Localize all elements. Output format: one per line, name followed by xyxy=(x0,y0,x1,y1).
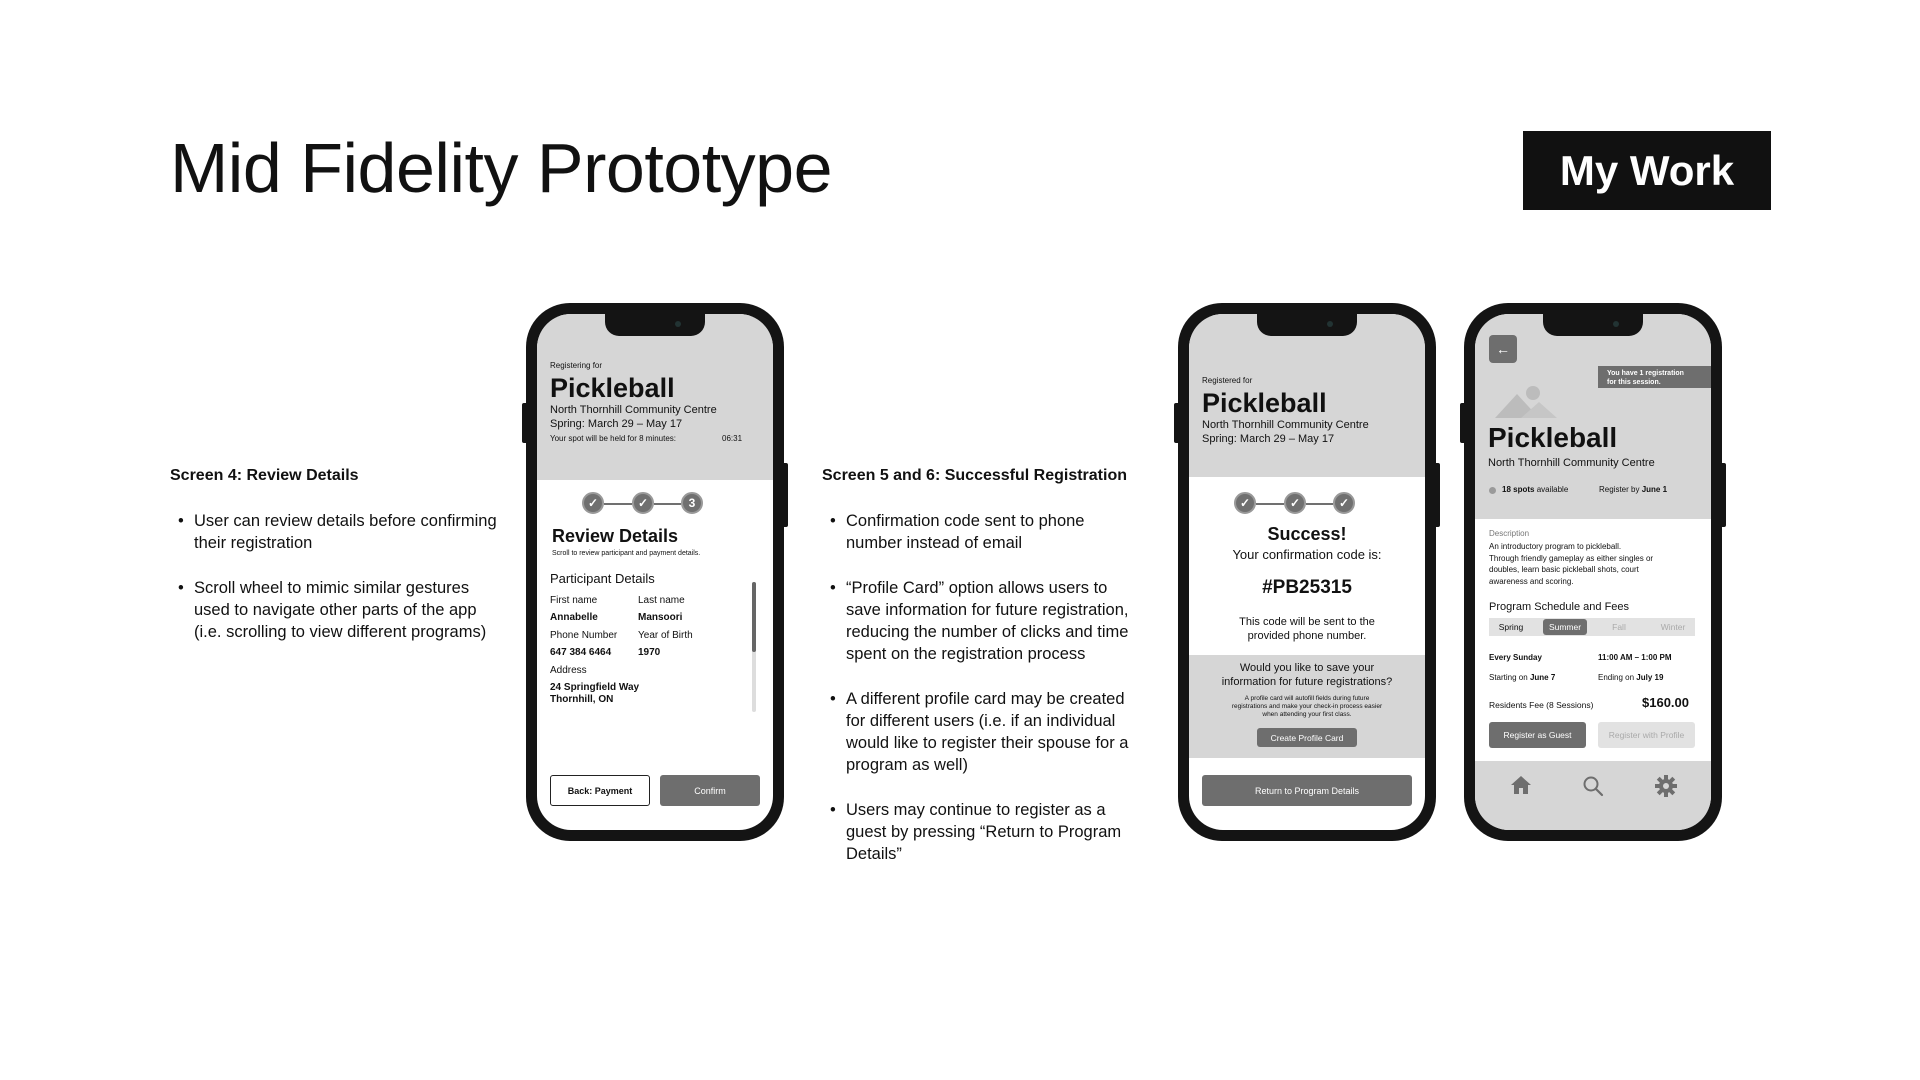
description-line: Through friendly gameplay as either singles or xyxy=(1489,553,1654,563)
scrollbar-track[interactable] xyxy=(752,582,756,712)
register-guest-button[interactable]: Register as Guest xyxy=(1489,722,1586,748)
step-1-check: ✓ xyxy=(582,492,604,514)
section-title: Review Details xyxy=(552,526,679,546)
status-dot-icon xyxy=(1489,487,1496,494)
yob-value: 1970 xyxy=(638,647,661,658)
toast-line: for this session. xyxy=(1607,379,1661,386)
phone-value: 647 384 6464 xyxy=(550,647,612,658)
description-line: doubles, learn basic pickleball shots, court xyxy=(1489,565,1639,574)
save-question-1: Would you like to save your xyxy=(1239,662,1375,674)
spots-rest: available xyxy=(1536,485,1569,494)
back-payment-button[interactable]: Back: Payment xyxy=(550,775,650,806)
spots-available xyxy=(1502,485,1568,494)
screen56-bullets xyxy=(822,510,1142,888)
screen4-heading: Screen 4: Review Details xyxy=(170,467,359,484)
phone-label: Phone Number xyxy=(550,630,618,641)
my-work-badge: My Work xyxy=(1523,131,1771,210)
return-to-program-button[interactable]: Return to Program Details xyxy=(1202,775,1412,806)
bullet: • Users may continue to register as a guest by pressing “Return to Program Details” xyxy=(822,799,1142,865)
register-profile-button[interactable]: Register with Profile xyxy=(1598,722,1695,748)
start-value: June 7 xyxy=(1529,673,1556,682)
schedule-title: Program Schedule and Fees xyxy=(1489,601,1630,613)
address-line1: 24 Springfield Way xyxy=(550,682,640,693)
register-by-date: June 1 xyxy=(1641,485,1668,494)
page-title: Mid Fidelity Prototype xyxy=(170,129,833,207)
location: North Thornhill Community Centre xyxy=(1488,457,1655,469)
end-date xyxy=(1598,673,1663,682)
fee-label: Residents Fee (8 Sessions) xyxy=(1489,700,1594,710)
start-label: Starting on xyxy=(1489,673,1528,682)
phone-notch xyxy=(1543,314,1643,336)
registering-label: Registering for xyxy=(550,361,603,370)
confirmation-code: #PB25315 xyxy=(1262,577,1352,598)
search-icon[interactable] xyxy=(1582,775,1604,797)
bullet: • Scroll wheel to mimic similar gestures used to navigate other parts of the app (i.e. scrolling to view different programs) xyxy=(170,577,500,643)
description-line: awareness and scoring. xyxy=(1489,576,1574,586)
save-profile-panel xyxy=(1189,655,1425,758)
settings-gear-icon[interactable] xyxy=(1655,775,1677,797)
phone-screen xyxy=(1189,314,1425,830)
last-name-value: Mansoori xyxy=(638,612,683,623)
step-3: 3 xyxy=(681,492,703,514)
save-question-2: information for future registrations? xyxy=(1221,676,1393,688)
bullet: • A different profile card may be created for different users (i.e. if an individual would like to register their spouse for a program as well) xyxy=(822,688,1142,776)
participant-title: Participant Details xyxy=(550,571,655,586)
yob-label: Year of Birth xyxy=(638,630,693,641)
save-desc-3: when attending your first class. xyxy=(1262,711,1352,718)
bottom-nav xyxy=(1475,761,1711,830)
phone-review-details xyxy=(526,303,784,841)
program-header xyxy=(1189,314,1425,477)
tab-spring[interactable]: Spring xyxy=(1498,622,1524,632)
section-subtitle: Scroll to review participant and payment details. xyxy=(552,550,701,557)
location: North Thornhill Community Centre xyxy=(550,404,717,416)
save-desc-2: registrations and make your check-in process easier xyxy=(1231,703,1383,710)
registered-label: Registered for xyxy=(1202,376,1253,385)
register-by xyxy=(1599,485,1667,494)
scrollbar-thumb[interactable] xyxy=(752,582,756,652)
registration-toast xyxy=(1598,366,1711,388)
first-name-value: Annabelle xyxy=(550,612,598,623)
step-2-check: ✓ xyxy=(632,492,654,514)
program-header xyxy=(1475,314,1711,519)
register-by-label: Register by xyxy=(1599,485,1640,494)
session-day: Every Sunday xyxy=(1489,653,1542,662)
location: North Thornhill Community Centre xyxy=(1202,419,1369,431)
phone-notch xyxy=(605,314,705,336)
phone-program-details xyxy=(1464,303,1722,841)
step-3-check: ✓ xyxy=(1333,492,1355,514)
spots-count: 18 spots xyxy=(1502,485,1535,494)
phone-success xyxy=(1178,303,1436,841)
phone-screen xyxy=(537,314,773,830)
session-time: 11:00 AM – 1:00 PM xyxy=(1598,653,1672,662)
fee-amount: $160.00 xyxy=(1642,695,1689,710)
toast-line: You have 1 registration xyxy=(1607,370,1684,377)
step-connector xyxy=(1256,503,1284,505)
step-connector xyxy=(654,503,681,505)
step-2-check: ✓ xyxy=(1284,492,1306,514)
dates: Spring: March 29 – May 17 xyxy=(550,418,683,430)
screen4-bullets xyxy=(170,510,500,666)
confirm-button[interactable]: Confirm xyxy=(660,775,760,806)
season-tabs xyxy=(1489,618,1695,636)
start-date xyxy=(1489,673,1555,682)
program-name: Pickleball xyxy=(550,373,675,403)
back-arrow-icon[interactable]: ← xyxy=(1489,335,1517,363)
success-heading: Success! xyxy=(1267,524,1347,544)
program-name: Pickleball xyxy=(1488,422,1618,453)
last-name-label: Last name xyxy=(638,595,685,606)
phone-screen xyxy=(1475,314,1711,830)
hold-text: Your spot will be held for 8 minutes: xyxy=(550,434,676,443)
tab-summer[interactable]: Summer xyxy=(1543,619,1587,635)
save-desc-1: A profile card will autofill fields during future xyxy=(1244,695,1370,702)
program-header xyxy=(537,314,773,480)
end-label: Ending on xyxy=(1598,673,1635,682)
bullet: • Confirmation code sent to phone number instead of email xyxy=(822,510,1142,554)
description-label: Description xyxy=(1489,529,1530,538)
image-placeholder-icon xyxy=(1495,384,1557,418)
create-profile-card-button[interactable]: Create Profile Card xyxy=(1257,728,1357,747)
bullet: • “Profile Card” option allows users to save information for future registration, reducing the number of clicks and time spent on the registration process xyxy=(822,577,1142,665)
program-name: Pickleball xyxy=(1202,388,1327,418)
bullet: • User can review details before confirming their registration xyxy=(170,510,500,554)
home-icon[interactable] xyxy=(1510,775,1532,795)
code-intro: Your confirmation code is: xyxy=(1232,547,1382,562)
sent-text-2: provided phone number. xyxy=(1247,630,1367,642)
step-connector xyxy=(1306,503,1333,505)
description-line: An introductory program to pickleball. xyxy=(1489,542,1622,551)
address-line2: Thornhill, ON xyxy=(550,694,614,705)
tab-winter[interactable]: Winter xyxy=(1660,622,1686,632)
screen56-heading: Screen 5 and 6: Successful Registration xyxy=(822,467,1127,484)
first-name-label: First name xyxy=(550,595,598,606)
dates: Spring: March 29 – May 17 xyxy=(1202,433,1335,445)
step-1-check: ✓ xyxy=(1234,492,1256,514)
tab-fall[interactable]: Fall xyxy=(1612,622,1626,632)
address-label: Address xyxy=(550,665,587,676)
step-connector xyxy=(604,503,632,505)
sent-text-1: This code will be sent to the xyxy=(1239,616,1375,628)
end-value: July 19 xyxy=(1636,673,1664,682)
phone-notch xyxy=(1257,314,1357,336)
hold-timer: 06:31 xyxy=(722,434,743,443)
description-text xyxy=(1489,541,1653,587)
